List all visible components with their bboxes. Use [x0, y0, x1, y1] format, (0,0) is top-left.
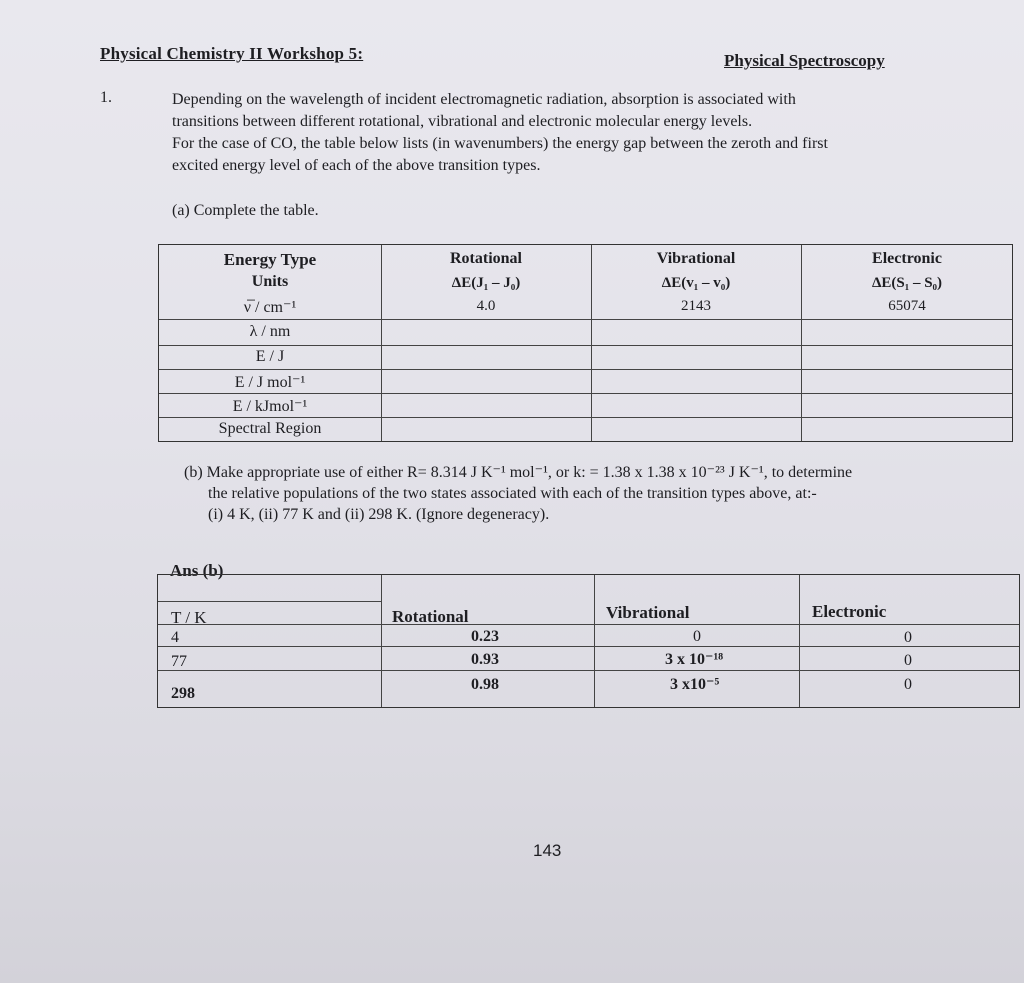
- units-electronic: ΔE(S₁ – S₀): [871, 275, 943, 291]
- header-temperature: T / K: [171, 608, 207, 627]
- page-number: 143: [533, 841, 562, 860]
- vibrational-population: 3 x 10⁻¹⁸: [665, 651, 724, 668]
- row-divider: [158, 601, 381, 602]
- row-divider: [158, 646, 1019, 647]
- worksheet-title: Physical Chemistry II Workshop 5:: [100, 44, 364, 63]
- vibrational-population: 0: [693, 628, 701, 645]
- column-header-electronic: Electronic: [872, 250, 942, 267]
- row-label-energy-joule-per-mol: E / J mol⁻¹: [234, 374, 306, 391]
- row-divider: [159, 319, 1012, 320]
- question-line: excited energy level of each of the above transition types.: [172, 157, 541, 174]
- wavenumber-electronic: 65074: [888, 298, 926, 314]
- row-label-energy-kj-per-mol: E / kJmol⁻¹: [232, 398, 308, 415]
- units-rotational: ΔE(J₁ – J₀): [451, 275, 521, 291]
- row-temperature: 77: [171, 653, 187, 670]
- header-vibrational: Vibrational: [606, 603, 690, 622]
- row-label-wavelength: λ / nm: [249, 323, 291, 340]
- rotational-population: 0.98: [471, 676, 499, 693]
- column-divider: [381, 575, 382, 707]
- row-divider: [158, 624, 1019, 625]
- rotational-population: 0.93: [471, 651, 499, 668]
- row-divider: [158, 670, 1019, 671]
- column-header-rotational: Rotational: [450, 250, 522, 267]
- wavenumber-rotational: 4.0: [476, 298, 496, 314]
- row-divider: [159, 417, 1012, 418]
- row-divider: [159, 393, 1012, 394]
- column-divider: [799, 575, 800, 707]
- question-line: Depending on the wavelength of incident electromagnetic radiation, absorption is associated with: [172, 91, 796, 108]
- question-line: For the case of CO, the table below lists (in wavenumbers) the energy gap between the zeroth and first: [172, 135, 828, 152]
- part-a-instruction: (a) Complete the table.: [172, 202, 319, 219]
- part-b-line: (b) Make appropriate use of either R= 8.314 J K⁻¹ mol⁻¹, or k: = 1.38 x 1.38 x 10⁻²³ J K⁻¹, to determine: [184, 464, 853, 481]
- row-temperature: 298: [171, 685, 195, 702]
- population-table: [157, 574, 1020, 708]
- electronic-population: 0: [904, 676, 912, 693]
- part-b-line: (i) 4 K, (ii) 77 K and (ii) 298 K. (Ignore degeneracy).: [208, 506, 550, 523]
- electronic-population: 0: [904, 652, 912, 669]
- row-label-energy-type: Energy Type: [223, 250, 317, 269]
- row-label-spectral-region: Spectral Region: [218, 420, 322, 437]
- vibrational-population: 3 x10⁻⁵: [670, 676, 720, 693]
- row-divider: [159, 345, 1012, 346]
- row-temperature: 4: [171, 629, 179, 646]
- column-header-vibrational: Vibrational: [656, 250, 736, 267]
- question-text: [172, 89, 972, 177]
- row-label-wavenumber: ν̅ / cm⁻¹: [243, 299, 297, 316]
- row-divider: [159, 369, 1012, 370]
- row-label-units: Units: [251, 273, 289, 290]
- part-b-instruction: [184, 462, 1004, 525]
- column-divider: [594, 575, 595, 707]
- electronic-population: 0: [904, 629, 912, 646]
- header-rotational: Rotational: [392, 607, 469, 626]
- rotational-population: 0.23: [471, 628, 499, 645]
- units-vibrational: ΔE(v₁ – v₀): [661, 275, 731, 291]
- worksheet-topic: Physical Spectroscopy: [724, 51, 885, 70]
- answer-label: Ans (b): [170, 561, 224, 580]
- header-electronic: Electronic: [812, 602, 887, 621]
- energy-table: [158, 244, 1013, 442]
- wavenumber-vibrational: 2143: [681, 298, 711, 314]
- row-label-energy-joule: E / J: [255, 348, 285, 365]
- question-number: 1.: [100, 89, 112, 106]
- question-line: transitions between different rotational, vibrational and electronic molecular energy levels.: [172, 113, 753, 130]
- part-b-line: the relative populations of the two states associated with each of the transition types above, at:-: [208, 485, 817, 502]
